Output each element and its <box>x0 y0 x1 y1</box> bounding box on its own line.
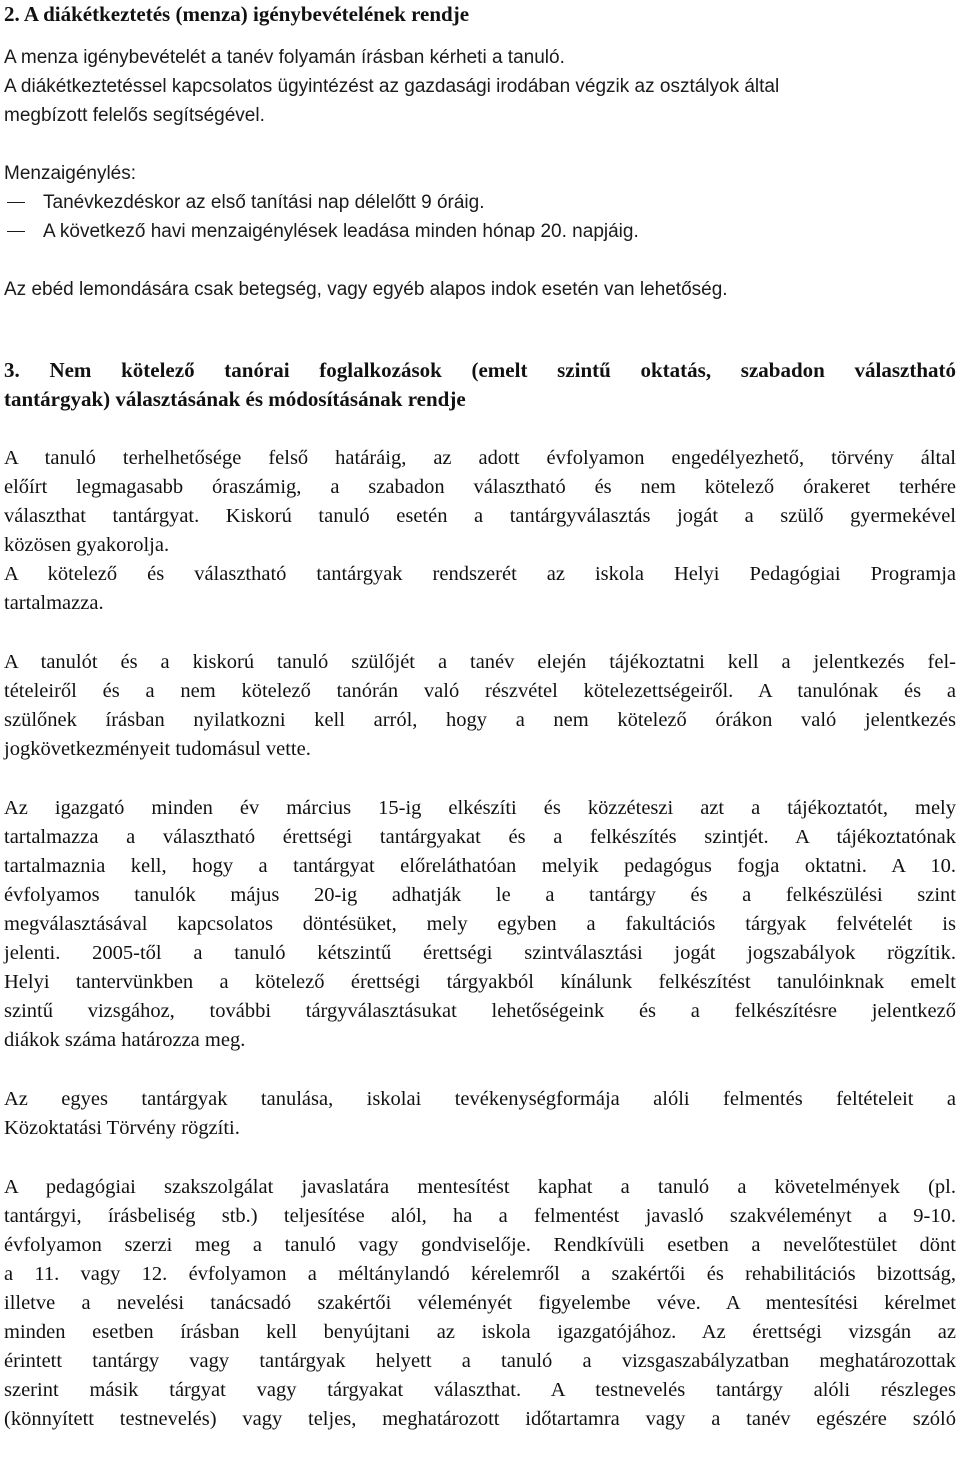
paragraph-line: Helyi tantervünkben a kötelező érettségi tárgyakból kínálunk felkészítést tanulóinknak emelt <box>4 971 956 993</box>
list-item <box>4 217 956 246</box>
body-paragraph <box>4 794 956 1055</box>
paragraph-line: illetve a nevelési tanácsadó szakértői véleményét figyelembe véve. A mentesítési kérelmet <box>4 1292 956 1314</box>
paragraph-line: a 11. vagy 12. évfolyamon a méltánylandó kérelemről a szakértői és rehabilitációs bizottság, <box>4 1263 956 1285</box>
body-paragraph <box>4 1173 956 1434</box>
paragraph-line: megbízott felelős segítségével. <box>4 105 265 126</box>
paragraph-line: előírt legmagasabb óraszámig, a szabadon választható és nem kötelező órakeret terhére <box>4 476 956 498</box>
paragraph-line: diákok száma határozza meg. <box>4 1029 246 1051</box>
menza-intro-paragraph <box>4 43 956 130</box>
list-item <box>4 188 956 217</box>
paragraph-line: tantárgyi, írásbeliség stb.) teljesítése alól, ha a felmentést javasló szakvéleményt a 9-10. <box>4 1205 956 1227</box>
body-paragraph <box>4 1085 956 1143</box>
paragraph-line: jelenti. 2005-től a tanuló kétszintű érettségi szintválasztási jogát jogszabályok rögzítik. <box>4 942 956 964</box>
paragraph-line: A pedagógiai szakszolgálat javaslatára mentesítést kaphat a tanuló a követelmények (pl. <box>4 1176 956 1198</box>
body-paragraph <box>4 444 956 618</box>
paragraph-line: minden esetben írásban kell benyújtani az iskola igazgatójához. Az érettségi vizsgán az <box>4 1321 956 1343</box>
paragraph-line: választhat tantárgyat. Kiskorú tanuló esetén a tantárgyválasztás jogát a szülő gyermekével <box>4 505 956 527</box>
document-page <box>4 0 956 1434</box>
paragraph-line: érintett tantárgy vagy tantárgyak helyett a tanuló a vizsgaszabályzatban meghatározottak <box>4 1350 956 1372</box>
paragraph-line: szülőnek írásban nyilatkozni kell arról, hogy a nem kötelező órákon való jelentkezés <box>4 709 956 731</box>
paragraph-line: A diákétkeztetéssel kapcsolatos ügyintézést az gazdasági irodában végzik az osztályok által <box>4 76 780 97</box>
paragraph-line: szerint másik tárgyat vagy tárgyakat választhat. A testnevelés tantárgy alóli részleges <box>4 1379 956 1401</box>
paragraph-line: évfolyamos tanulók május 20-ig adhatják le a tantárgy és a felkészülési szint <box>4 884 956 906</box>
paragraph-line: jogkövetkezményeit tudomásul vette. <box>4 738 311 760</box>
section-heading-line: tantárgyak) választásának és módosításának rendje <box>4 387 466 411</box>
list-item-text: Tanévkezdéskor az első tanítási nap délelőtt 9 óráig. <box>43 192 485 213</box>
section-heading-line: 2. A diákétkeztetés (menza) igénybevételének rendje <box>4 2 470 26</box>
paragraph-line: tartalmaznia kell, hogy a tantárgyat előreláthatóan melyik pedagógus fogja oktatni. A 10. <box>4 855 956 877</box>
menza-request-block <box>4 159 956 246</box>
section-3-heading <box>4 356 956 414</box>
body-paragraph <box>4 648 956 764</box>
paragraph-line: tartalmazza. <box>4 592 104 614</box>
paragraph-line: A menza igénybevételét a tanév folyamán írásban kérheti a tanuló. <box>4 47 565 68</box>
paragraph-line: A tanuló terhelhetősége felső határáig, az adott évfolyamon engedélyezhető, törvény által <box>4 447 956 469</box>
paragraph-line: tételeiről és a nem kötelező tanórán való részvétel kötelezettségeiről. A tanulónak és a <box>4 680 956 702</box>
dash-bullet-icon <box>7 231 25 233</box>
section-heading-line: 3. Nem kötelező tanórai foglalkozások (emelt szintű oktatás, szabadon választható <box>4 358 956 382</box>
paragraph-line: közösen gyakorolja. <box>4 534 170 556</box>
paragraph-line: Az igazgató minden év március 15-ig elkészíti és közzéteszi azt a tájékoztatót, mely <box>4 797 956 819</box>
paragraph-line: Az egyes tantárgyak tanulása, iskolai tevékenységformája alóli felmentés feltételeit a <box>4 1088 956 1110</box>
menza-request-label: Menzaigénylés: <box>4 163 137 184</box>
paragraph-line: megválasztásával kapcsolatos döntésüket, mely egyben a fakultációs tárgyak felvételét is <box>4 913 956 935</box>
paragraph-line: (könnyített testnevelés) vagy teljes, meghatározott időtartamra vagy a tanév egészére szóló <box>4 1408 956 1430</box>
lunch-cancellation-paragraph <box>4 275 956 304</box>
paragraph-line: Közoktatási Törvény rögzíti. <box>4 1117 240 1139</box>
paragraph-line: szintű vizsgához, további tárgyválasztásukat lehetőségeink és a felkészítésre jelentkező <box>4 1000 956 1022</box>
paragraph-line: évfolyamon szerzi meg a tanuló vagy gondviselője. Rendkívüli esetben a nevelőtestület dönt <box>4 1234 956 1256</box>
list-item-text: A következő havi menzaigénylések leadása minden hónap 20. napjáig. <box>43 221 639 242</box>
paragraph-line: A tanulót és a kiskorú tanuló szülőjét a tanév elején tájékoztatni kell a jelentkezés fel- <box>4 651 956 673</box>
paragraph-line: Az ebéd lemondására csak betegség, vagy egyéb alapos indok esetén van lehetőség. <box>4 279 728 300</box>
section-2-heading <box>4 0 956 29</box>
paragraph-line: tartalmazza a választható érettségi tantárgyakat és a felkészítés szintjét. A tájékoztatónak <box>4 826 956 848</box>
dash-bullet-icon <box>7 202 25 204</box>
paragraph-line: A kötelező és választható tantárgyak rendszerét az iskola Helyi Pedagógiai Programja <box>4 563 956 585</box>
